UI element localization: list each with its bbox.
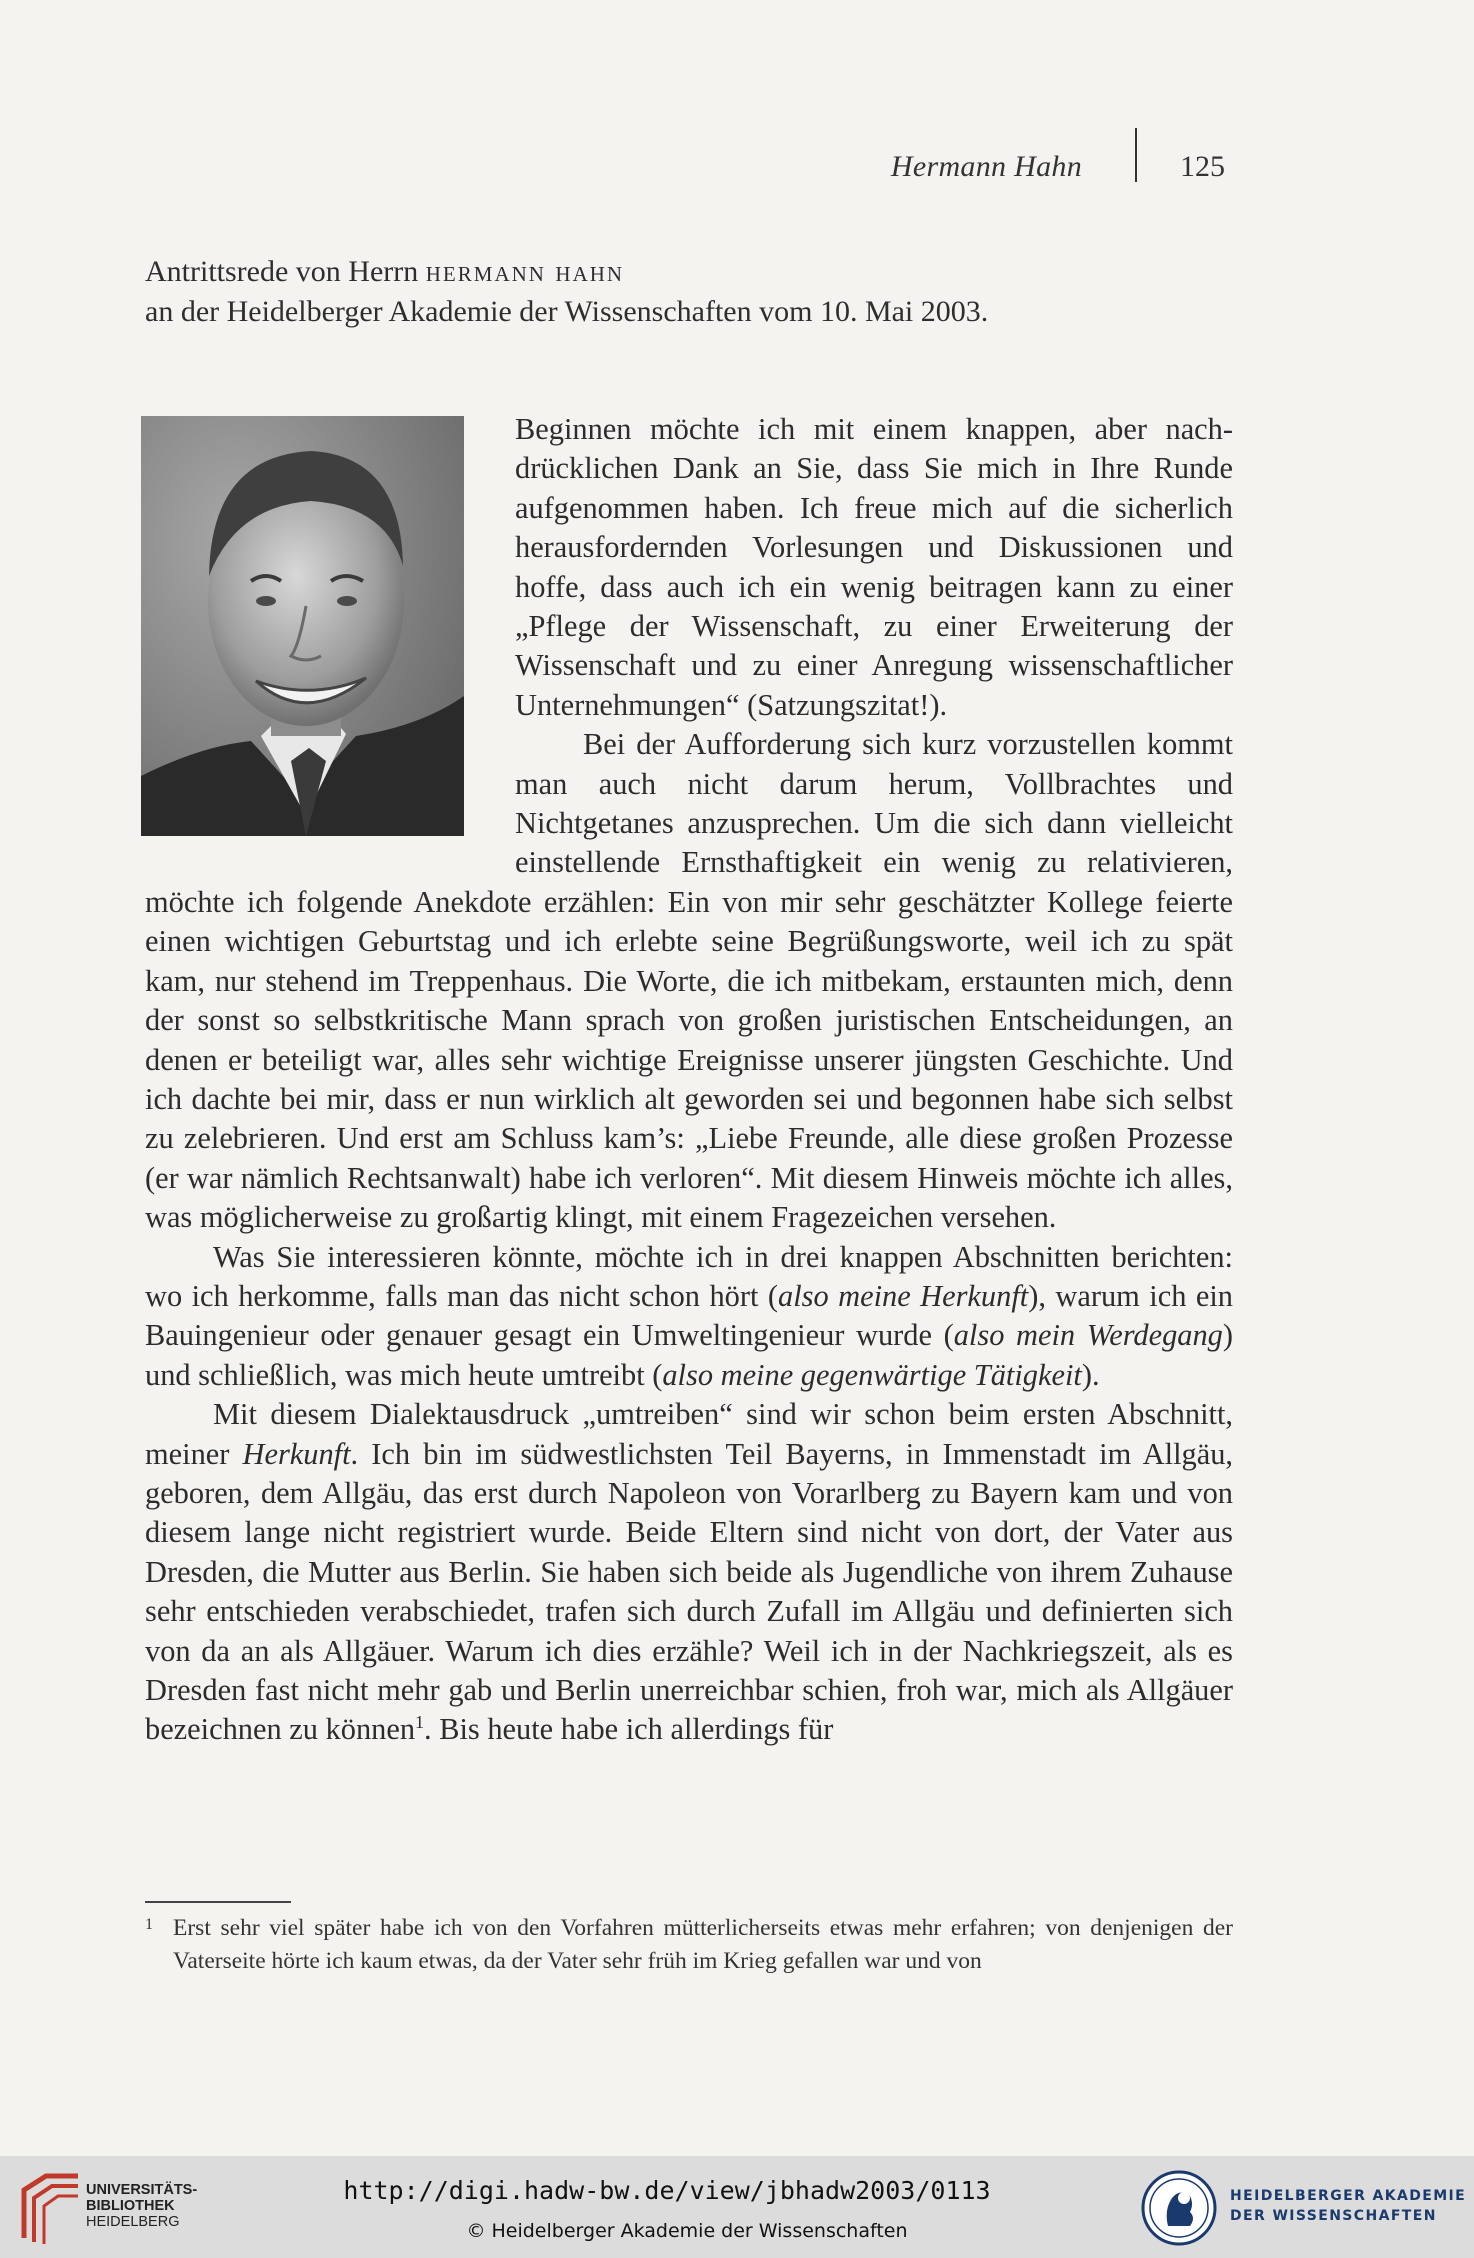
speech-heading-line-1 bbox=[145, 252, 1245, 292]
paragraph-3-text-b: ), warum ich ein Bauingenieur oder genauer gesagt ein Umweltingenieur wurde ( bbox=[145, 1278, 1233, 1353]
paragraph-4-text-b: . Ich bin im südwestlichsten Teil Bayerns, in Immenstadt im Allgäu, geboren, dem Allgäu, das erst durch Napoleon von Vorarlberg zu Bayern kam und von diesem lange nicht registriert wurde. Beide Eltern sind nicht von dort, der Vater aus Dresden, die Mutter aus Berlin. Sie haben sich beide als Jugendliche von ihrem Zuhause sehr entschieden verabschiedet, trafen sich durch Zufall im Allgäu und definierten sich von da an als Allgäuer. Warum ich dies erzähle? Weil ich in der Nachkriegszeit, als es Dresden fast nicht mehr gab und Berlin unerreichbar schien, froh war, mich als Allgäuer bezeichnen zu können bbox=[145, 1436, 1233, 1747]
viewer-footer bbox=[0, 2156, 1474, 2258]
page-number: 125 bbox=[1180, 150, 1225, 183]
speech-heading-prefix: Antrittsrede von Herrn bbox=[145, 255, 426, 288]
paragraph-3-emphasis-3: also meine gegenwärtige Tätigkeit bbox=[662, 1357, 1082, 1392]
running-header bbox=[0, 150, 1474, 190]
footnote-mark: 1 bbox=[145, 1916, 153, 1933]
academy-seal-icon bbox=[1140, 2168, 1218, 2248]
speech-body bbox=[145, 410, 1233, 1750]
paragraph-4-emphasis: Herkunft bbox=[242, 1436, 351, 1471]
paragraph-3-text-a: Was Sie interessieren könnte, möchte ich in drei knappen Abschnitten berichten: wo ich herkomme, falls man das nicht schon hört ( bbox=[145, 1239, 1233, 1313]
footnote-reference[interactable]: 1 bbox=[415, 1712, 425, 1733]
paragraph-3 bbox=[145, 1238, 1233, 1396]
footnote-text: Erst sehr viel später habe ich von den Vorfahren mütterlicherseits etwas mehr erfahren; von denjenigen der Vaterseite hörte ich kaum etwas, da der Vater sehr früh im Krieg gefallen war und von bbox=[173, 1915, 1233, 1974]
paragraph-4-text-c: . Bis heute habe ich allerdings für bbox=[424, 1712, 834, 1747]
portrait-text-wrap bbox=[145, 410, 515, 880]
speech-heading bbox=[145, 252, 1245, 332]
footnote bbox=[145, 1912, 1233, 1978]
speaker-name: hermann hahn bbox=[425, 255, 625, 288]
paragraph-2: Bei der Aufforderung sich kurz vorzustellen kommt man auch nicht darum herum, Vollbrachtes und Nichtgetanes anzusprechen. Um die sich dann vielleicht einstellende Ernsthaftigkeit ein wenig zu relativieren, möchte ich folgende Anekdote erzählen: Ein von mir sehr geschätzter Kollege feierte einen wichtigen Geburtstag und ich erlebte seine Begrüßungsworte, weil ich zu spät kam, nur stehend im Treppenhaus. Die Worte, die ich mitbekam, erstaunten mich, denn der sonst so selbstkritische Mann sprach von großen juristischen Entscheidungen, an denen er beteiligt war, alles sehr wichtige Ereignisse unserer jüngsten Geschichte. Und ich dachte bei mir, dass er nun wirklich alt geworden sei und begonnen habe sich selbst zu zelebrieren. Und erst am Schluss kam’s: „Liebe Freunde, alle diese großen Prozesse (er war nämlich Rechtsanwalt) habe ich verloren“. Mit diesem Hinweis möchte ich alles, was möglicherweise zu großartig klingt, mit einem Fragezeichen versehen. bbox=[145, 727, 1233, 1235]
library-name-line-2: BIBLIOTHEK bbox=[86, 2198, 175, 2214]
paragraph-3-text-c: ) und schließlich, was mich heute umtreibt ( bbox=[145, 1318, 1234, 1392]
academy-name-line-1: HEIDELBERGER AKADEMIE bbox=[1230, 2188, 1467, 2204]
library-name-line-1: UNIVERSITÄTS- bbox=[86, 2182, 198, 2198]
paragraph-3-text-d: ). bbox=[1081, 1357, 1100, 1392]
footnote-divider bbox=[145, 1901, 291, 1903]
paragraph-1: Beginnen möchte ich mit einem knappen, aber nachdrücklichen Dank an Sie, dass Sie mich in Ihre Runde aufgenommen haben. Ich freue mich auf die sicherlich herausfordernden Vorlesungen und Diskussionen und hoffe, dass auch ich ein wenig beitragen kann zu einer „Pflege der Wissenschaft, zu einer Erweiterung der Wissenschaft und zu einer Anregung wissenschaftlicher Unternehmungen“ (Satzungszitat!). bbox=[515, 412, 1233, 722]
paragraph-4 bbox=[145, 1395, 1233, 1750]
paragraph-3-emphasis-2: also mein Werdegang bbox=[953, 1318, 1223, 1353]
running-header-divider bbox=[1135, 128, 1137, 182]
library-name-line-3: HEIDELBERG bbox=[86, 2214, 180, 2230]
paragraph-4-text-a: Mit diesem Dialektausdruck „umtreiben“ sind wir schon beim ersten Abschnitt, meiner bbox=[145, 1397, 1233, 1471]
running-header-author: Hermann Hahn bbox=[890, 150, 1082, 183]
speech-heading-line-2: an der Heidelberger Akademie der Wissenschaften vom 10. Mai 2003. bbox=[145, 295, 989, 328]
permalink-url[interactable]: http://digi.hadw-bw.de/view/jbhadw2003/0113 bbox=[343, 2176, 991, 2205]
academy-name bbox=[1230, 2186, 1466, 2226]
copyright-notice: © Heidelberger Akademie der Wissenschaften bbox=[466, 2220, 908, 2242]
paragraph-3-emphasis-1: also meine Herkunft bbox=[778, 1278, 1029, 1313]
academy-name-line-2: DER WISSENSCHAFTEN bbox=[1230, 2208, 1437, 2224]
